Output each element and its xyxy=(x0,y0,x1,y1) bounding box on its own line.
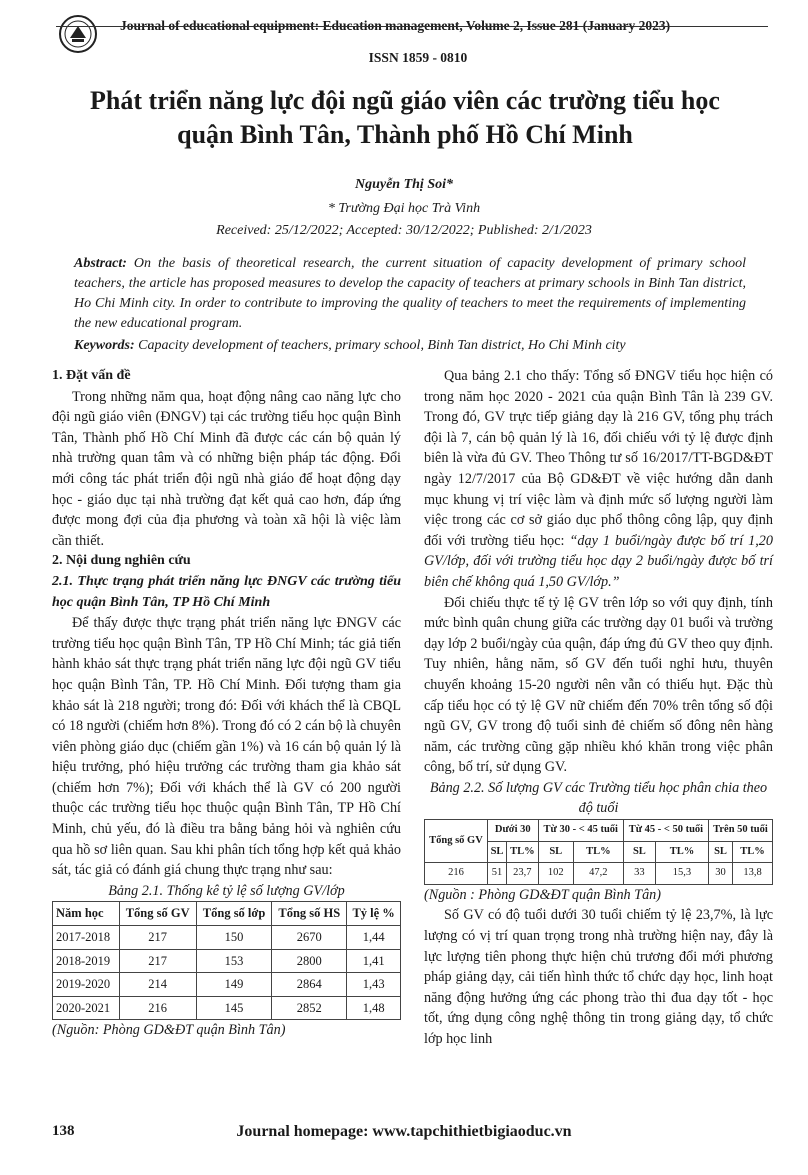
table-source: (Nguồn: Phòng GD&ĐT quận Bình Tân) xyxy=(52,1022,286,1039)
table-row xyxy=(53,949,401,973)
table-row xyxy=(53,996,401,1020)
keywords-text: Capacity development of teachers, primary school, Binh Tan district, Ho Chi Minh city xyxy=(134,338,626,353)
table-header-row xyxy=(425,820,773,842)
table-cell: 2864 xyxy=(272,973,347,997)
keywords-label: Keywords: xyxy=(74,338,135,353)
table-cell: 15,3 xyxy=(655,863,708,885)
table-row xyxy=(53,926,401,950)
paragraph: Số GV có độ tuổi dưới 30 tuổi chiếm tỷ lệ 23,7%, là lực lượng có vị trí quan trọng trong nhà trường hiện nay, đây là lực lượng tiên phong thực hiện chủ trương đổi mới phương pháp giảng dạy, cải tiến hình thức tổ chức dạy học, linh hoạt năng động hưởng ứng các phong trào thi đua dạy tốt - học tốt, ứng dụng công nghệ thông tin trong giảng dạy, tổ chức lớp học linh xyxy=(424,907,773,1047)
table-cell: 13,8 xyxy=(733,863,773,885)
table-row xyxy=(425,863,773,885)
title-line-1: Phát triển năng lực đội ngũ giáo viên các trường tiểu học xyxy=(90,86,720,115)
table-header-cell: Trên 50 tuổi xyxy=(708,820,772,842)
teacher-ratio-table xyxy=(52,901,401,1020)
table-cell: 51 xyxy=(487,863,506,885)
publication-dates: Received: 25/12/2022; Accepted: 30/12/2022; Published: 2/1/2023 xyxy=(216,223,592,238)
table-cell: 214 xyxy=(119,973,196,997)
table-header-cell: TL% xyxy=(655,841,708,863)
table-header-cell: SL xyxy=(487,841,506,863)
table-header-cell: Dưới 30 xyxy=(487,820,538,842)
section-heading-2: 2. Nội dung nghiên cứu xyxy=(52,553,191,569)
article-title xyxy=(40,84,770,152)
table-cell: 33 xyxy=(623,863,655,885)
table-cell: 145 xyxy=(196,996,272,1020)
table-cell: 1,48 xyxy=(347,996,401,1020)
table-header-cell: SL xyxy=(708,841,732,863)
title-line-2: quận Bình Tân, Thành phố Hồ Chí Minh xyxy=(177,120,633,149)
table-cell: 1,41 xyxy=(347,949,401,973)
table-cell: 150 xyxy=(196,926,272,950)
keywords xyxy=(74,338,746,354)
table-caption: Bảng 2.2. Số lượng GV các Trường tiểu học phân chia theo độ tuổi xyxy=(429,779,768,817)
table-header-cell: Tổng số GV xyxy=(119,902,196,926)
table-cell: 2670 xyxy=(272,926,347,950)
table-header-cell: TL% xyxy=(733,841,773,863)
table-cell: 2017-2018 xyxy=(53,926,120,950)
header-divider xyxy=(56,26,768,27)
table-header-cell: Tỷ lệ % xyxy=(347,902,401,926)
paragraph xyxy=(424,366,773,593)
abstract-label: Abstract: xyxy=(74,256,127,271)
subsection-heading: 2.1. Thực trạng phát triển năng lực ĐNGV các trường tiểu học quận Bình Tân, TP Hồ Chí Minh xyxy=(52,573,401,610)
journal-header xyxy=(58,14,768,70)
table-cell: 1,43 xyxy=(347,973,401,997)
table-cell: 217 xyxy=(119,926,196,950)
left-column xyxy=(52,366,401,1041)
right-column xyxy=(424,366,773,1050)
table-header-cell: Tổng số GV xyxy=(425,820,488,863)
paragraph: Trong những năm qua, hoạt động nâng cao năng lực cho đội ngũ giáo viên (ĐNGV) tại các trường tiểu học quận Bình Tân, Thành phố Hồ Chí Minh đã được các cán bộ quản lý nhà trường quan tâm và có những biện pháp tác động. Đổi mới công tác phát triển đội ngũ nhà giáo để hoạt động dạy học - giáo dục tại nhà trường đạt kết quả cao hơn, đáp ứng được mong đợi của địa phương và toàn xã hội là việc làm cần thiết. xyxy=(52,388,401,549)
table-header-cell: SL xyxy=(538,841,573,863)
table-cell: 102 xyxy=(538,863,573,885)
abstract-text: On the basis of theoretical research, the current situation of capacity development of primary school teachers, the article has proposed measures to develop the capacity of teachers at primary schools in Binh Tan district, Ho Chi Minh city. In order to contribute to improving the quality of teachers to meet the requirements of implementing the new educational program. xyxy=(74,256,746,331)
abstract xyxy=(74,254,746,334)
journal-seal-icon xyxy=(58,14,98,54)
table-cell: 2020-2021 xyxy=(53,996,120,1020)
table-cell: 149 xyxy=(196,973,272,997)
paragraph-text: Qua bảng 2.1 cho thấy: Tổng số ĐNGV tiểu học hiện có trong năm học 2020 - 2021 của quận Bình Tân là 239 GV. Trong đó, GV trực tiếp giảng dạy là 216 GV, tổng phụ trách đội là 7, cán bộ quản lý là 16, đối chiếu với tỷ lệ được định biên là vừa đủ GV. Theo Thông tư số 16/2017/TT-BGD&ĐT ngày 12/7/2017 của Bộ GD&ĐT về việc hướng dẫn danh mục khung vị trí việc làm và định mức số lượng người làm việc trong các cơ sở giáo dục phổ thông công lập, quy định đối với trường tiểu học: xyxy=(424,368,773,549)
table-cell: 216 xyxy=(119,996,196,1020)
page-number: 138 xyxy=(52,1123,75,1139)
table-cell: 30 xyxy=(708,863,732,885)
issn: ISSN 1859 - 0810 xyxy=(368,50,468,65)
table-cell: 153 xyxy=(196,949,272,973)
author: Nguyễn Thị Soi* xyxy=(354,177,453,192)
paragraph: Đối chiếu thực tế tỷ lệ GV trên lớp so với quy định, tính mức bình quân chung giữa các trường dạy 01 buổi và trường dạy lớp 2 buổi/ngày của quận, đáp ứng đủ GV theo quy định. Tuy nhiên, hằng năm, số GV đến tuổi nghỉ hưu, thuyên chuyển khoảng 15-20 người nên vẫn có thiếu hụt. Đặc thù cấp tiểu học có tỷ lệ GV nữ chiếm đến 70% trên tổng số đội ngũ GV, GV trong độ tuổi sinh đẻ chiếm số đông nên hàng năm, các trường cũng gặp nhiều khó khăn trong việc phân công, bố trí, sử dụng GV. xyxy=(424,594,773,776)
table-cell: 217 xyxy=(119,949,196,973)
table-header-row xyxy=(53,902,401,926)
journal-citation: Journal of educational equipment: Education management, Volume 2, Issue 281 (January 2023) xyxy=(120,18,671,33)
table-header-cell: SL xyxy=(623,841,655,863)
table-source: (Nguồn : Phòng GD&ĐT quận Bình Tân) xyxy=(424,886,661,903)
table-header-cell: Từ 45 - < 50 tuổi xyxy=(623,820,708,842)
table-row xyxy=(53,973,401,997)
table-cell: 23,7 xyxy=(507,863,539,885)
paragraph: Để thấy được thực trạng phát triển năng lực ĐNGV các trường tiểu học quận Bình Tân, TP Hồ Chí Minh; tác giả tiến hành khảo sát thực trạng phát triển năng lực đội ngũ GV tiểu học quận Bình Tân, TP. Hồ Chí Minh. Đối tượng tham gia khảo sát là 218 người; trong đó: Đối với khách thể là CBQL có 18 người (chiếm hơn 8%). Trong đó có 2 cán bộ là chuyên viên phòng giáo dục (chiếm gần 1%) và 16 cán bộ quản lý là hiệu trưởng, phó hiệu trưởng các trường tham gia khảo sát (chiếm hơn 7%); Đối với khách thể là GV có 200 người thuộc các trường tiểu học thuộc quận Bình Tân, TP Hồ Chí Minh, chủ yếu, đó là điều tra bằng bảng hỏi và nghiên cứu qua hồ sơ liên quan. Sau khi phân tích tổng hợp kết quả khảo sát, tác giả có đánh giá chung thực trạng như sau: xyxy=(52,615,401,879)
table-cell: 2800 xyxy=(272,949,347,973)
table-header-cell: Năm học xyxy=(53,902,120,926)
journal-homepage: Journal homepage: www.tapchithietbigiaoduc.vn xyxy=(236,1123,572,1140)
table-header-cell: Tổng số HS xyxy=(272,902,347,926)
table-header-cell: TL% xyxy=(573,841,623,863)
table-cell: 47,2 xyxy=(573,863,623,885)
table-cell: 1,44 xyxy=(347,926,401,950)
regulation-quote: “dạy 1 buổi/ngày được bố trí 1,20 GV/lớp, đối với trường tiểu học dạy 2 buổi/ngày được bố trí biên chế không quá 1,50 GV/lớp.” xyxy=(424,532,773,590)
table-caption: Bảng 2.1. Thống kê tỷ lệ số lượng GV/lớp xyxy=(108,882,345,899)
affiliation: * Trường Đại học Trà Vinh xyxy=(327,201,481,216)
table-cell: 2018-2019 xyxy=(53,949,120,973)
table-cell: 216 xyxy=(425,863,488,885)
table-header-cell: TL% xyxy=(507,841,539,863)
table-header-cell: Tổng số lớp xyxy=(196,902,272,926)
teacher-age-table xyxy=(424,819,773,885)
table-cell: 2019-2020 xyxy=(53,973,120,997)
table-cell: 2852 xyxy=(272,996,347,1020)
table-header-cell: Từ 30 - < 45 tuổi xyxy=(538,820,623,842)
section-heading-1: 1. Đặt vấn đề xyxy=(52,368,131,383)
